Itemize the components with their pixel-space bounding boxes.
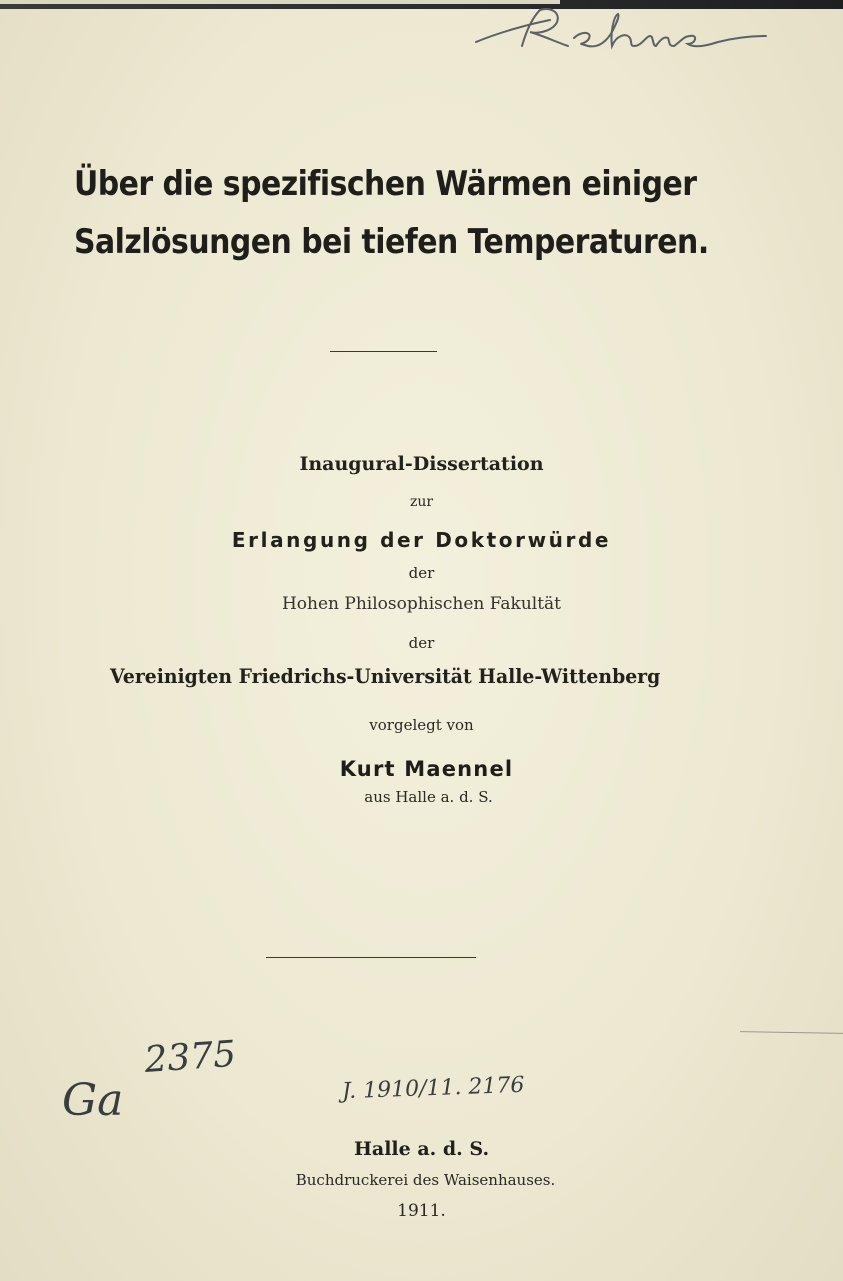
university-text: Vereinigten Friedrichs-Universität Halle-Wittenberg xyxy=(110,664,661,688)
divider-bottom xyxy=(266,957,476,958)
shelf-prefix-handwritten: Ga xyxy=(62,1075,124,1126)
author-origin: aus Halle a. d. S. xyxy=(364,788,493,806)
presented-by-text: vorgelegt von xyxy=(369,716,474,734)
der-text-2: der xyxy=(408,634,435,652)
title-line-1: Über die spezifischen Wärmen einiger xyxy=(74,164,697,204)
author-name: Kurt Maennel xyxy=(339,757,514,781)
pencil-mark xyxy=(740,1031,843,1034)
zur-text: zur xyxy=(409,494,434,510)
accession-handwritten: J. 1910/11. 2176 xyxy=(341,1072,525,1105)
divider-top xyxy=(330,351,437,352)
shelf-number-handwritten: 2375 xyxy=(143,1033,238,1081)
imprint-year: 1911. xyxy=(397,1201,446,1221)
imprint-printer: Buchdruckerei des Waisenhauses. xyxy=(295,1171,556,1189)
title-line-2: Salzlösungen bei tiefen Temperaturen. xyxy=(74,222,709,262)
faculty-text: Hohen Philosophischen Fakultät xyxy=(281,594,561,614)
der-text-1: der xyxy=(408,564,435,582)
handwritten-name-signature xyxy=(470,2,770,60)
purpose-text: Erlangung der Doktorwürde xyxy=(231,528,612,552)
dissertation-type: Inaugural-Dissertation xyxy=(299,453,544,475)
imprint-city: Halle a. d. S. xyxy=(353,1138,490,1160)
